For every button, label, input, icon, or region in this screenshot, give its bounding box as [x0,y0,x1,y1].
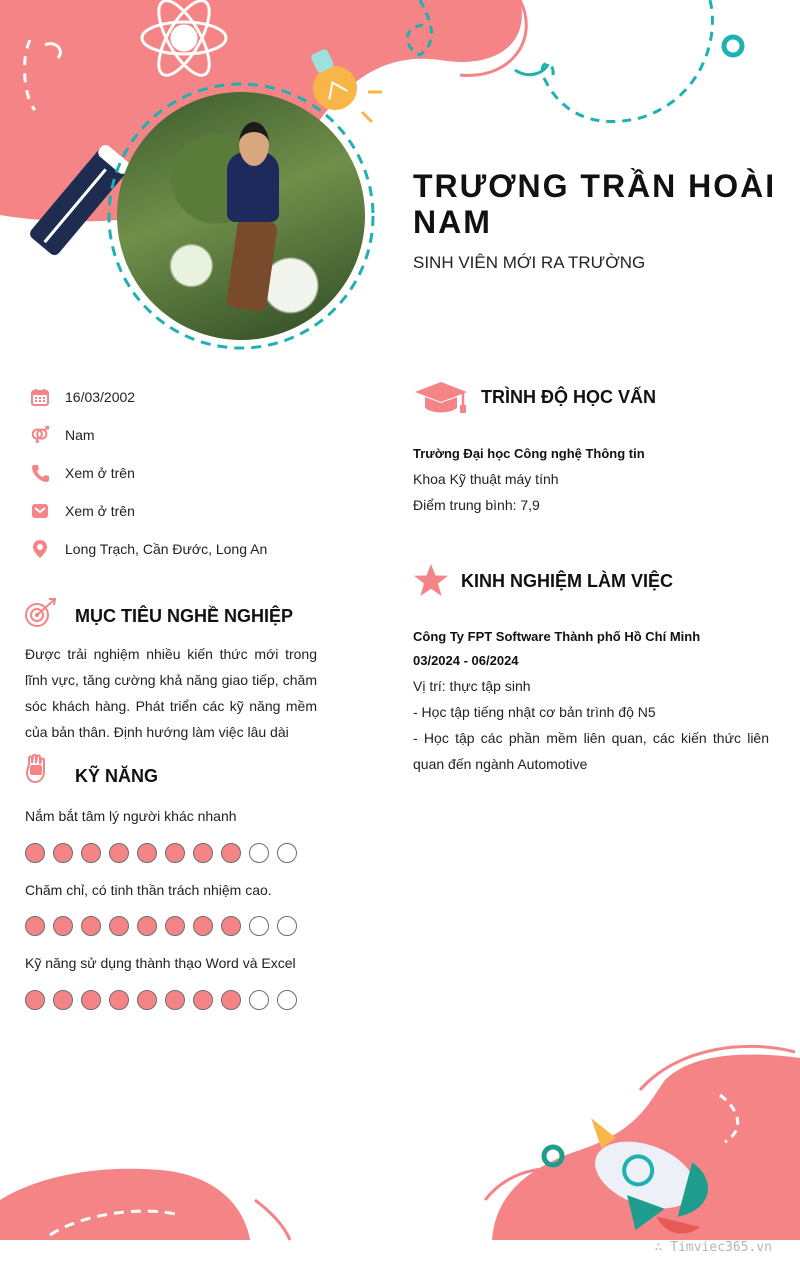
rating-dot [137,990,157,1010]
gender-row [30,424,95,446]
email-text: Xem ở trên [65,503,135,519]
rating-dot [81,843,101,863]
education-title: TRÌNH ĐỘ HỌC VẤN [481,387,656,407]
rating-dot [109,990,129,1010]
rating-dot [193,843,213,863]
experience-title: KINH NGHIỆM LÀM VIỆC [461,571,674,591]
skill-label-1: Nắm bắt tâm lý người khác nhanh [25,808,237,824]
rating-dot [53,916,73,936]
rating-dot [221,990,241,1010]
rating-dot [25,990,45,1010]
rating-dot [109,916,129,936]
rating-dot [137,843,157,863]
duty-1: - Học tập tiếng nhật cơ bản trình độ N5 [413,704,656,720]
work-period: 03/2024 - 06/2024 [413,653,519,668]
rating-dot [249,916,269,936]
skill-rating-1 [25,843,297,863]
phone-text: Xem ở trên [65,465,135,481]
rating-dot [109,843,129,863]
rating-dot [249,843,269,863]
rating-dot [221,843,241,863]
gender-text: Nam [65,427,95,443]
rating-dot [249,990,269,1010]
email-row [30,500,135,522]
location-icon [30,539,50,559]
target-icon [24,597,58,634]
objective-title: MỤC TIÊU NGHỀ NGHIỆP [75,606,294,626]
company-name: Công Ty FPT Software Thành phố Hồ Chí Minh [413,629,701,644]
location-text: Long Trạch, Cần Đước, Long An [65,541,268,557]
rating-dot [165,843,185,863]
rating-dot [81,916,101,936]
objective-text: Được trải nghiệm nhiều kiến thức mới trong lĩnh vực, tăng cường khả năng giao tiếp, chăm sóc khách hàng. Phát triển các kỹ năng mềm của bản thân. Định hướng làm việc lâu dài [25,646,317,740]
phone-row [30,462,135,484]
candidate-name: TRƯƠNG TRẦN HOÀI NAM [413,168,777,240]
gender-icon [30,425,50,445]
rating-dot [25,843,45,863]
rating-dot [53,843,73,863]
bottom-left-blob [0,1169,250,1240]
skill-label-2: Chăm chỉ, có tinh thần trách nhiệm cao. [25,882,272,898]
rating-dot [53,990,73,1010]
birthdate-row [30,386,136,408]
star-icon [413,563,449,602]
rating-dot [165,916,185,936]
phone-icon [30,463,50,483]
birthdate-text: 16/03/2002 [65,389,136,405]
graduation-cap-icon [413,380,469,421]
watermark: ∴ Timviec365.vn [654,1240,772,1255]
rating-dot [277,843,297,863]
rating-dot [81,990,101,1010]
rating-dot [193,916,213,936]
duty-2: - Học tập các phần mềm liên quan, các kiến thức liên quan đến ngành Automotive [413,730,769,772]
profile-photo [117,92,365,340]
skills-title: KỸ NĂNG [75,766,159,786]
skill-rating-3 [25,990,297,1010]
calendar-icon [30,387,50,407]
skill-rating-2 [25,916,297,936]
rating-dot [277,990,297,1010]
rating-dot [221,916,241,936]
email-icon [30,501,50,521]
position: Vị trí: thực tập sinh [413,678,531,694]
school-name: Trường Đại học Công nghệ Thông tin [413,446,645,461]
faculty: Khoa Kỹ thuật máy tính [413,471,559,487]
rating-dot [25,916,45,936]
rating-dot [193,990,213,1010]
hand-icon [25,754,47,789]
candidate-role: SINH VIÊN MỚI RA TRƯỜNG [413,253,646,272]
gpa: Điểm trung bình: 7,9 [413,497,540,513]
rating-dot [137,916,157,936]
location-row [30,538,268,560]
rating-dot [277,916,297,936]
skill-label-3: Kỹ năng sử dụng thành thạo Word và Excel [25,955,296,971]
rating-dot [165,990,185,1010]
